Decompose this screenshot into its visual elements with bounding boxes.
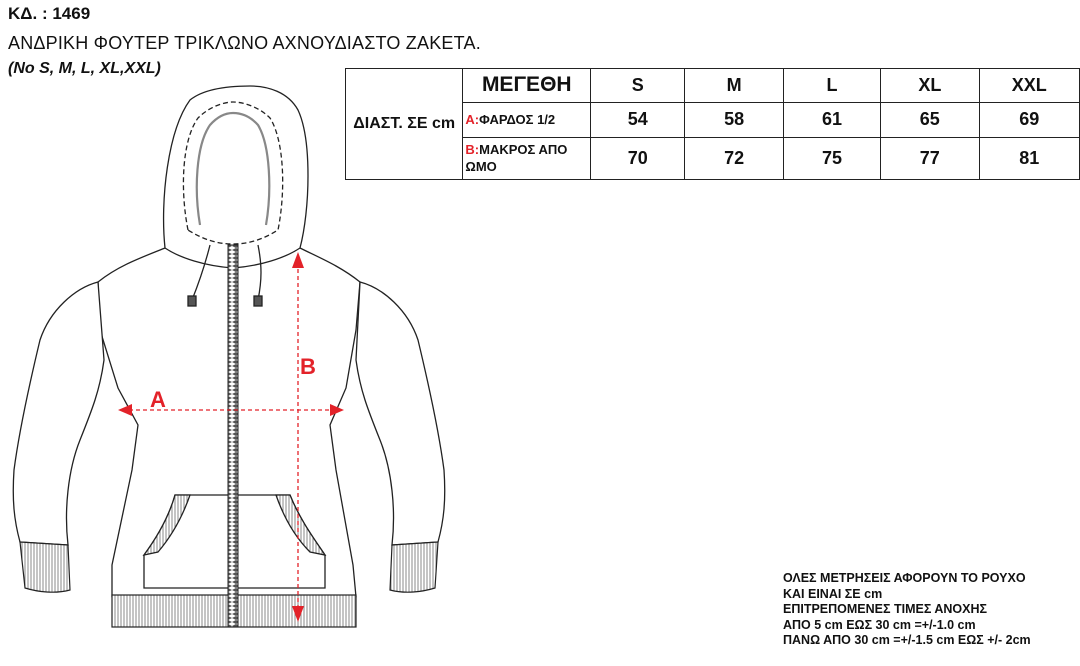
sizes-header: ΜΕΓΕΘΗ bbox=[463, 69, 591, 103]
hood bbox=[164, 86, 308, 268]
note-line: ΕΠΙΤΡΕΠΟΜΕΝΕΣ ΤΙΜΕΣ ΑΝΟΧΗΣ bbox=[783, 602, 987, 617]
width-value-xxl: 69 bbox=[979, 102, 1080, 137]
size-header-xl: XL bbox=[881, 69, 979, 103]
size-header-l: L bbox=[783, 69, 880, 103]
width-value-xl: 65 bbox=[881, 102, 979, 137]
length-value-s: 70 bbox=[591, 137, 685, 179]
width-value-l: 61 bbox=[783, 102, 880, 137]
dimensions-unit-label: ΔΙΑΣΤ. ΣΕ cm bbox=[346, 69, 463, 180]
zipper bbox=[228, 245, 238, 627]
product-description: ΑΝΔΡΙΚΗ ΦΟΥΤΕΡ ΤΡΙΚΛΩΝΟ ΑΧΝΟΥΔΙΑΣΤΟ ΖΑΚΕΤΑ. bbox=[8, 33, 481, 53]
width-value-m: 58 bbox=[685, 102, 783, 137]
available-sizes-note: (No S, M, L, XL,XXL) bbox=[8, 60, 161, 77]
product-code: ΚΔ. : 1469 bbox=[8, 4, 91, 23]
length-value-m: 72 bbox=[685, 137, 783, 179]
length-value-xl: 77 bbox=[881, 137, 979, 179]
note-line: ΠΑΝΩ ΑΠΟ 30 cm =+/-1.5 cm ΕΩΣ +/- 2cm bbox=[783, 633, 1031, 648]
size-header-xxl: XXL bbox=[979, 69, 1080, 103]
length-value-l: 75 bbox=[783, 137, 880, 179]
label-a: A bbox=[150, 387, 166, 412]
label-b: B bbox=[300, 354, 316, 379]
size-header-m: M bbox=[685, 69, 783, 103]
left-sleeve bbox=[13, 282, 104, 545]
note-line: ΟΛΕΣ ΜΕΤΡΗΣΕΙΣ ΑΦΟΡΟΥΝ ΤΟ ΡΟΥΧΟ bbox=[783, 571, 1026, 585]
right-sleeve bbox=[356, 282, 445, 545]
tolerance-notes bbox=[783, 571, 1031, 649]
row-key-b: B: bbox=[465, 141, 480, 157]
row-key-a: A: bbox=[465, 112, 480, 128]
note-line: ΑΠΟ 5 cm ΕΩΣ 30 cm =+/-1.0 cm bbox=[783, 617, 976, 632]
row-label-text: ΦΑΡΔΟΣ 1/2 bbox=[479, 112, 556, 128]
note-line: ΚΑΙ ΕΙΝΑΙ ΣΕ cm bbox=[783, 586, 883, 601]
length-value-xxl: 81 bbox=[979, 137, 1080, 179]
size-header-s: S bbox=[591, 69, 685, 103]
row-label-text: ΜΑΚΡΟΣ ΑΠΟ ΩΜΟ bbox=[465, 141, 568, 175]
width-value-s: 54 bbox=[591, 102, 685, 137]
